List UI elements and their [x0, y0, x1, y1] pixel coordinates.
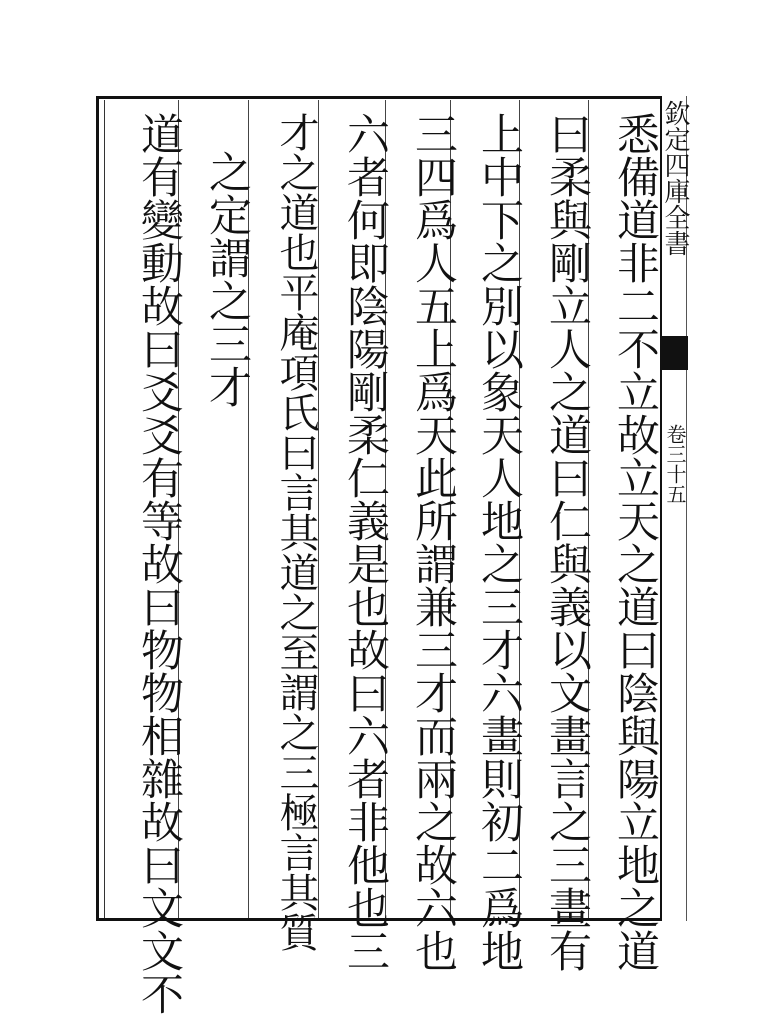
text-column-5: 六者何即陰陽剛柔仁義是也故曰六者非他也三 — [340, 112, 390, 972]
text-column-6: 才之道也平庵項氏曰言其道之至謂之三極言其質 — [273, 112, 319, 952]
frame-left-inner-border — [104, 100, 105, 918]
text-column-1: 悉備道非二不立故立天之道曰陰與陽立地之道 — [610, 112, 660, 972]
margin-fish-tail-block — [660, 336, 688, 370]
text-column-8: 道有變動故曰爻爻有等故曰物物相雜故曰文文不 — [134, 112, 184, 1015]
frame-left-border — [96, 96, 99, 921]
margin-book-title: 欽定四庫全書 — [660, 100, 690, 256]
text-column-4: 三四爲人五上爲天此所謂兼三才而兩之故六也 — [408, 112, 458, 972]
margin-volume-label: 卷三十五 — [663, 424, 687, 504]
text-column-2: 曰柔與剛立人之道曰仁與義以文畫言之三畫有 — [542, 112, 592, 972]
text-column-7: 之定謂之三才 — [202, 150, 252, 408]
frame-top-border — [96, 96, 662, 99]
text-column-3: 上中下之別以象天人地之三才六畫則初二爲地 — [474, 112, 524, 972]
